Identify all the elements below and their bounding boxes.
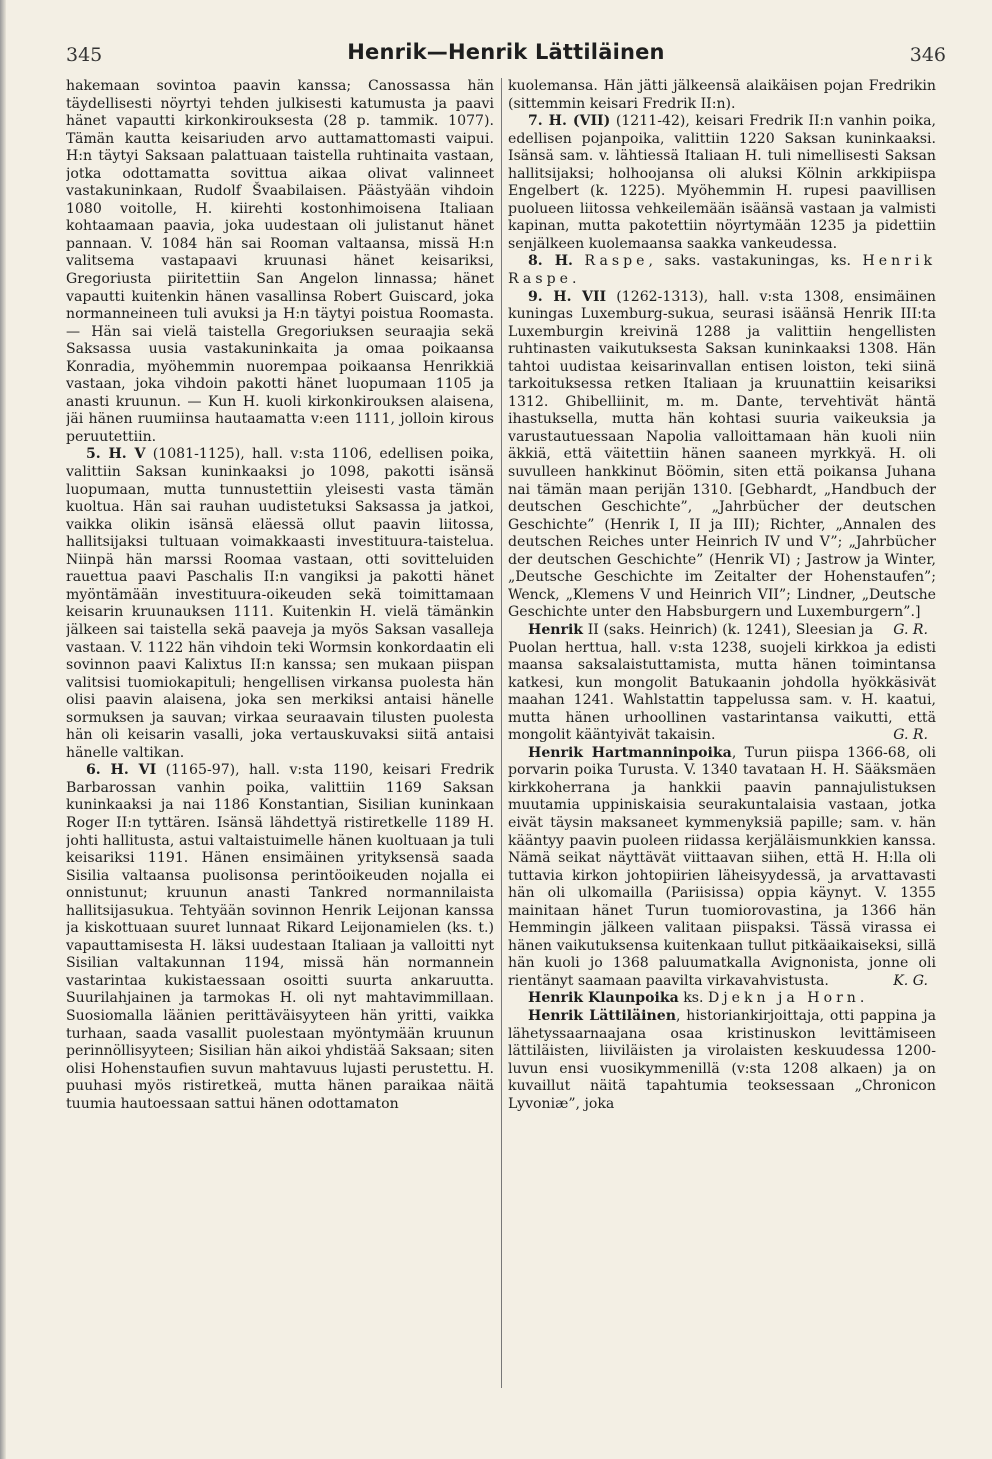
entry-text: , historiankirjoittaja, otti pappina ja lähetyssaarnaajana osaa kristinuskon levittämiseen lättiläisten, liiviläisten ja virolaisten keskuudessa 1200-luvun ensi vuosikymmenillä (v:sta 1208 alkaen) ja on kuvaillut näitä tapahtumia teoksessaan „Chronicon Lyvoniæ”, joka bbox=[508, 1007, 936, 1112]
entry-text: II (saks. Heinrich) (k. 1241), Sleesian ja Puolan herttua, hall. v:sta 1238, suojeli kirkkoa ja edisti maansa saksalaistuttamista, mutta hänen toimintansa katkesi, kun mongolit Batukaanin johdolla hyökkäsivät maahan 1241. Wahlstattin tappelussa sam. v. H. kaatui, mutta hänen urhoollinen vastarintansa vaikutti, että mongolit kääntyivät takaisin. bbox=[508, 621, 936, 744]
entry-text: (1165-97), hall. v:sta 1190, keisari Fredrik Barbarossan vanhin poika, valittiin 1169 Saksan kuninkaaksi ja nai 1186 Konstantian, Sisilian kuninkaan Roger II:n tyttären. Isänsä lähdettyä ristiretkelle 1189 H. johti hallitusta, astui valtaistuimelle hänen kuoltuaan ja tuli keisariksi 1191. Hänen ensimäinen yrityksensä saada Sisilia valtaansa puolisonsa perintöoikeuden nojalla ei onnistunut; kruunun anasti Tankred normannilaista hallitsijasukua. Tehtyään sovinnon Henrik Leijonan kanssa ja kiskottuaan suuret lunnaat Rikard Leijonamielen (ks. t.) vapauttamisesta H. läksi uudestaan Italiaan ja valloitti nyt Sisilian valtakunnan 1194, missä hän normannein vastarintaa kukistaessaan osoitti suurta ankaruutta. Suurilahjainen ja tarmokas H. oli nyt mahtavimmillaan. Suosiomalla läänien perittäväisyyteen hän yritti, vaikka turhaan, saada vasallit puolestaan myöntymään kruunun perinnöllisyyteen; Sisilian hän aikoi yhdistää Saksaan; siten olisi Hohenstaufien suvun mahtavuus lujasti perustettu. H. puuhasi myös ristiretkeä, mutta hänen paraikaa näitä tuumia hautoessaan sattui hänen odottamaton bbox=[66, 762, 494, 1112]
entry-heading: Henrik Hartmanninpoika bbox=[528, 744, 732, 761]
left-column bbox=[66, 78, 494, 1448]
cross-reference: Djekn ja Horn bbox=[707, 990, 860, 1007]
page-number-left: 345 bbox=[66, 44, 103, 66]
page-number-right: 346 bbox=[909, 44, 946, 66]
page-edge bbox=[0, 0, 6, 1459]
entry-heading: 5. H. V bbox=[86, 446, 146, 463]
entry-heading: 7. H. (VII) bbox=[528, 113, 611, 130]
entry-henrik-v bbox=[66, 446, 494, 762]
entry-henrik-vii-1211 bbox=[508, 113, 936, 253]
entry-spaced-name: Raspe bbox=[584, 253, 649, 270]
entry-text: , Turun piispa 1366-68, oli porvarin poika Turusta. V. 1340 tavataan H. H. Sääksmäen kirkkoherrana ja hankkii paavin pannajulistuksen muutamia uppiniskaisia seurakuntalaisia vastaan, jotka eivät täysin maksaneet kymmenyksiä papille; sam. v. hän kääntyy paavin puoleen riidassa kerjäläismunkkien kanssa. Nämä seikat näyttävät viittaavan siihen, että H. H:lla oli tuttavia kirkon johtopiirien läheisyydessä, ja arvattavasti hän oli ulkomailla (Pariisissa) oppia käynyt. V. 1355 mainitaan hänet Turun tuomiorovastina, ja 1366 hän Hemmingin jälkeen valitaan piispaksi. Tässä virassa ei hänen vaikutuksensa kuitenkaan tullut pitkäaikaiseksi, sillä hän kuoli jo 1368 paluumatkalla Avignonista, jonne oli rientänyt saamaan paavilta virkavahvistusta. bbox=[508, 744, 936, 989]
entry-henrik-raspe bbox=[508, 253, 936, 288]
right-column bbox=[508, 78, 936, 1448]
column-divider bbox=[501, 78, 502, 1388]
cross-reference: Henrik Raspe bbox=[508, 253, 936, 288]
entry-text: ks. bbox=[678, 990, 708, 1007]
entry-text: , saks. vastakuningas, ks. bbox=[648, 253, 863, 270]
entry-heading: 6. H. VI bbox=[86, 762, 157, 779]
entry-text: (1211-42), keisari Fredrik II:n vanhin poika, edellisen pojanpoika, valittiin 1220 Saksan kuninkaaksi. Isänsä sam. v. lähtiessä Italiaan H. tuli nimellisesti Saksan hallitsijaksi; holhoojansa oli aluksi Kölnin arkkipiispa Engelbert (k. 1225). Myöhemmin H. rupesi paavillisen puolueen liitossa vehkeilemään isäänsä vastaan ja valmisti kapinan, mutta pakotettiin nöyrtymään 1235 ja pidettiin senjälkeen kuolemaansa saakka vankeudessa. bbox=[508, 113, 936, 252]
entry-heading: 8. H. bbox=[528, 253, 573, 270]
paragraph-henrik-vi-cont: kuolemansa. Hän jätti jälkeensä alaikäisen pojan Fredrikin (sittemmin keisari Fredrik II:n). bbox=[508, 78, 936, 112]
entry-text: (1081-1125), hall. v:sta 1106, edellisen poika, valittiin Saksan kuninkaaksi jo 1098, pakotti isänsä luopumaan, mutta tunnustettiin yleisesti vasta tämän kuoltua. Hän sai rauhan uudistetuksi Saksassa ja jatkoi, vaikka olikin isänsä eläessä ollut paavin liitossa, hallitsijaksi tultuaan voimakkaasti investituura-taistelua. Niinpä hän marssi Roomaa vastaan, otti sovitteluiden rauettua paavi Paschalis II:n vangiksi ja pakotti hänet myöntämään investituura-oikeuden sekä toimittamaan keisarin kruunauksen 1111. Kuitenkin H. vielä tämänkin jälkeen sai taistella sekä paaveja ja myös Saksan vasalleja vastaan. V. 1122 hän vihdoin teki Wormsin konkordaatin eli sovinnon paavi Kalixtus II:n kanssa; sen mukaan piispan valitsisi tuomiokapituli; hengellisen virkansa puolesta hän olisi paavin alaisena, joka sen merkiksi antaisi hänelle sormuksen ja sauvan; virkaa seuraavain tilusten puolesta hän oli keisarin vasalli, joka vertauskuvaksi siitä antaisi hänelle valtikan. bbox=[66, 446, 494, 761]
entry-henrik-vi bbox=[66, 762, 494, 1113]
running-title: Henrik—Henrik Lättiläinen bbox=[347, 40, 665, 64]
entry-text: (1262-1313), hall. v:sta 1308, ensimäinen kuningas Luxemburg-sukua, seurasi isäänsä Henrik III:ta Luxemburgin kreivinä 1288 ja valittiin hengellisten ruhtinasten vaikutuksesta Saksan kuninkaaksi 1308. Hän tahtoi uudistaa keisarinvallan entisen loiston, teki siinä tarkoituksessa retken Italiaan ja kruunattiin keisariksi 1312. Ghibelliinit, m. m. Dante, tervehtivät häntä ihastuksella, mutta hän kohtasi suuria vaikeuksia ja varustautuessaan Napolia valloittamaan hän kuoli niin äkkiä, että väitettiin hänen saaneen myrkkyä. H. oli suvulleen hankkinut Böömin, siten että poikansa Juhana nai tämän maan perijän 1310. [Gebhardt, „Handbuch der deutschen Geschichte”, „Jahrbücher der deutschen Geschichte” (Henrik I, II ja III); Richter, „Annalen des deutschen Reiches unter Heinrich IV und V”; „Jahrbücher der deutschen Geschichte” (Henrik VI) ; Jastrow ja Winter, „Deutsche Geschichte im Zeitalter der Hohenstaufen”; Wenck, „Klemens V und Heinrich VII”; Lindner, „Deutsche Geschichte unter den Habsburgern und Luxemburgern”.] bbox=[508, 288, 936, 621]
author-initials: K. G. bbox=[893, 972, 928, 989]
author-initials: G. R. bbox=[893, 621, 928, 638]
entry-heading: 9. H. VII bbox=[528, 288, 607, 305]
author-initials: G. R. bbox=[893, 727, 928, 744]
entry-end: . bbox=[859, 990, 865, 1007]
entry-heading: Henrik Klaunpoika bbox=[528, 990, 679, 1007]
entry-heading: Henrik bbox=[528, 621, 584, 638]
entry-henrik-klaunpoika bbox=[508, 990, 936, 1008]
entry-henrik-vii-1262 bbox=[508, 288, 936, 638]
entry-henrik-lattilainen bbox=[508, 1008, 936, 1113]
entry-henrik-ii bbox=[508, 622, 936, 745]
entry-end: . bbox=[571, 271, 577, 288]
entry-heading: Henrik Lättiläinen bbox=[528, 1007, 677, 1024]
entry-henrik-hartmanninpoika bbox=[508, 745, 936, 991]
page-header bbox=[66, 40, 946, 70]
paragraph-henrik-iv-cont: hakemaan sovintoa paavin kanssa; Canossassa hän täydellisesti nöyrtyi tehden julkisesti katumusta ja paavi hänet vapautti kirkonkirouksesta (28 p. tammik. 1077). Tämän kautta keisariuden arvo auttamattomasti vaipui. H:n täytyi Saksaan palattuaan taistella ruhtinaita vastaan, jotka odottamatta sovittua aikaa olivat valinneet vastakuninkaan, Rudolf Švaabilaisen. Päästyään vihdoin 1080 voitolle, H. kiirehti kostonhimoisena Italiaan kohtaamaan paavia, joka uudestaan oli julistanut hänet pannaan. V. 1084 hän sai Rooman valtaansa, missä H:n valitsema vastapaavi kruunasi hänet keisariksi, Gregoriusta piiritettiin San Angelon linnassa; hänet vapautti kuitenkin hänen vasallinsa Robert Guiscard, joka normanneineen tuli avuksi ja H:n täytyi poistua Roomasta. — Hän sai vielä taistella Gregoriuksen seuraajia sekä Saksassa uusia vastakuninkaita ja omaa poikaansa Konradia, myöhemmin nuorempaa poikaansa Henrikkiä vastaan, joka vihdoin pakotti hänet luopumaan 1105 ja anasti kruunun. — Kun H. kuoli kirkonkirouksen alaisena, jäi hänen ruumiinsa hautaamatta v:een 1111, jolloin kirous peruutettiin. bbox=[66, 78, 494, 445]
